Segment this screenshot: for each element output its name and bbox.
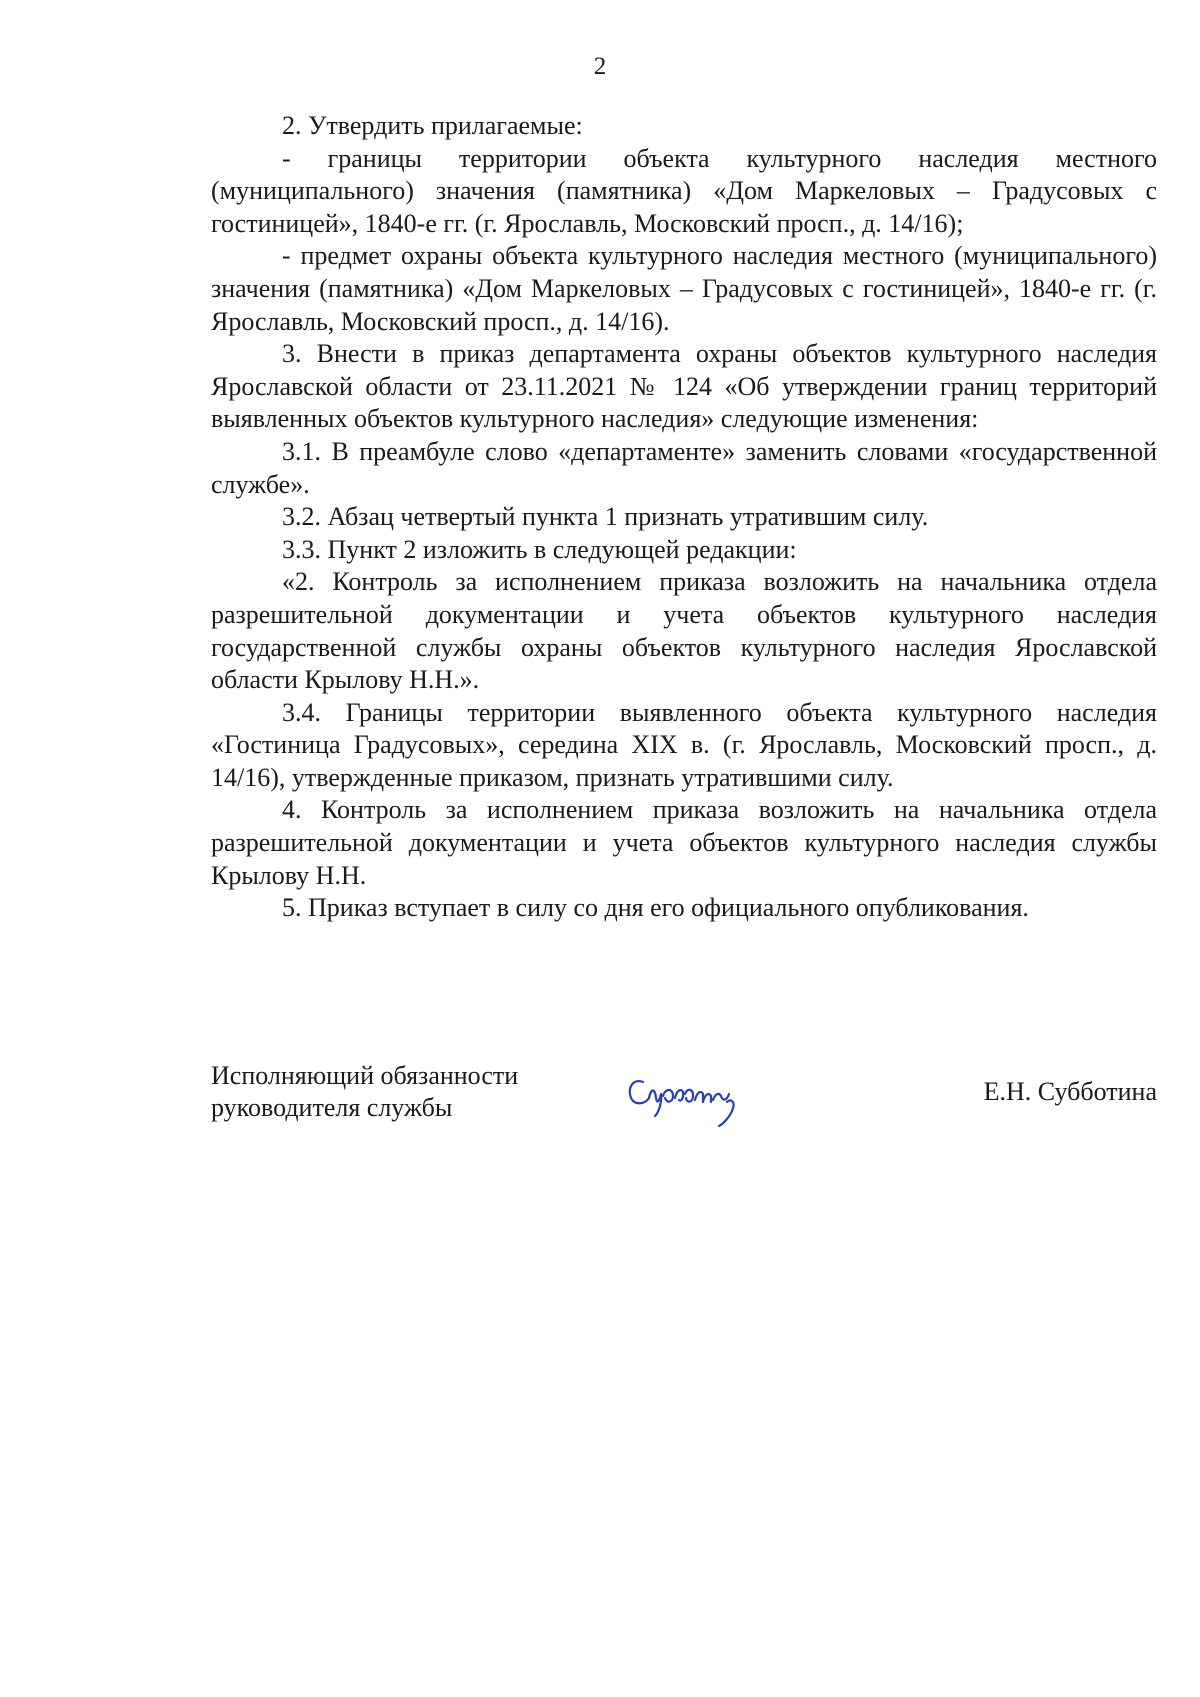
signatory-name: Е.Н. Субботина	[983, 1077, 1157, 1106]
paragraph-item-3: 3. Внести в приказ департамента охраны объектов культурного наследия Ярославской области от 23.11.2021 № 124 «Об утверждении границ территорий выявленных объектов культурного наследия» следующие изменения:	[211, 339, 1157, 434]
paragraph-item-3-4: 3.4. Границы территории выявленного объекта культурного наследия «Гостиница Градусовых», середина XIX в. (г. Ярославль, Московский просп., д. 14/16), утвержденные приказом, признать утратившими силу.	[211, 697, 1157, 792]
paragraph-item-2: 2. Утвердить прилагаемые:	[282, 111, 583, 140]
signatory-position	[211, 1060, 518, 1124]
signatory-position-line-2: руководителя службы	[211, 1093, 453, 1122]
paragraph-item-3-2: 3.2. Абзац четвертый пункта 1 признать утратившим силу.	[282, 502, 929, 532]
signatory-position-line-1: Исполняющий обязанности	[211, 1061, 519, 1090]
paragraph-item-3-3: 3.3. Пункт 2 изложить в следующей редакции:	[282, 534, 797, 564]
paragraph-item-3-1: 3.1. В преамбуле слово «департаменте» заменить словами «государственной службе».	[211, 436, 1157, 499]
paragraph-protection-subject: - предмет охраны объекта культурного наследия местного (муниципального) значения (памятника) «Дом Маркеловых – Градусовых с гостиницей», 1840-е гг. (г. Ярославль, Московский просп., д. 14/16).	[211, 241, 1157, 336]
paragraph-item-4: 4. Контроль за исполнением приказа возложить на начальника отдела разрешительной документации и учета объектов культурного наследия службы Крылову Н.Н.	[211, 795, 1157, 890]
document-body	[211, 110, 1157, 925]
paragraph-item-5: 5. Приказ вступает в силу со дня его официального опубликования.	[282, 893, 1029, 923]
page-number: 2	[593, 53, 607, 80]
handwritten-signature	[623, 1064, 753, 1136]
signature-block	[211, 1060, 1157, 1150]
paragraph-territory-borders: - границы территории объекта культурного наследия местного (муниципального) значения (памятника) «Дом Маркеловых – Градусовых с гостиницей», 1840-е гг. (г. Ярославль, Московский просп., д. 14/16);	[211, 143, 1157, 238]
paragraph-new-wording: «2. Контроль за исполнением приказа возложить на начальника отдела разрешительной документации и учета объектов культурного наследия государственной службы охраны объектов культурного наследия Ярославской области Крылову Н.Н.».	[211, 567, 1157, 695]
